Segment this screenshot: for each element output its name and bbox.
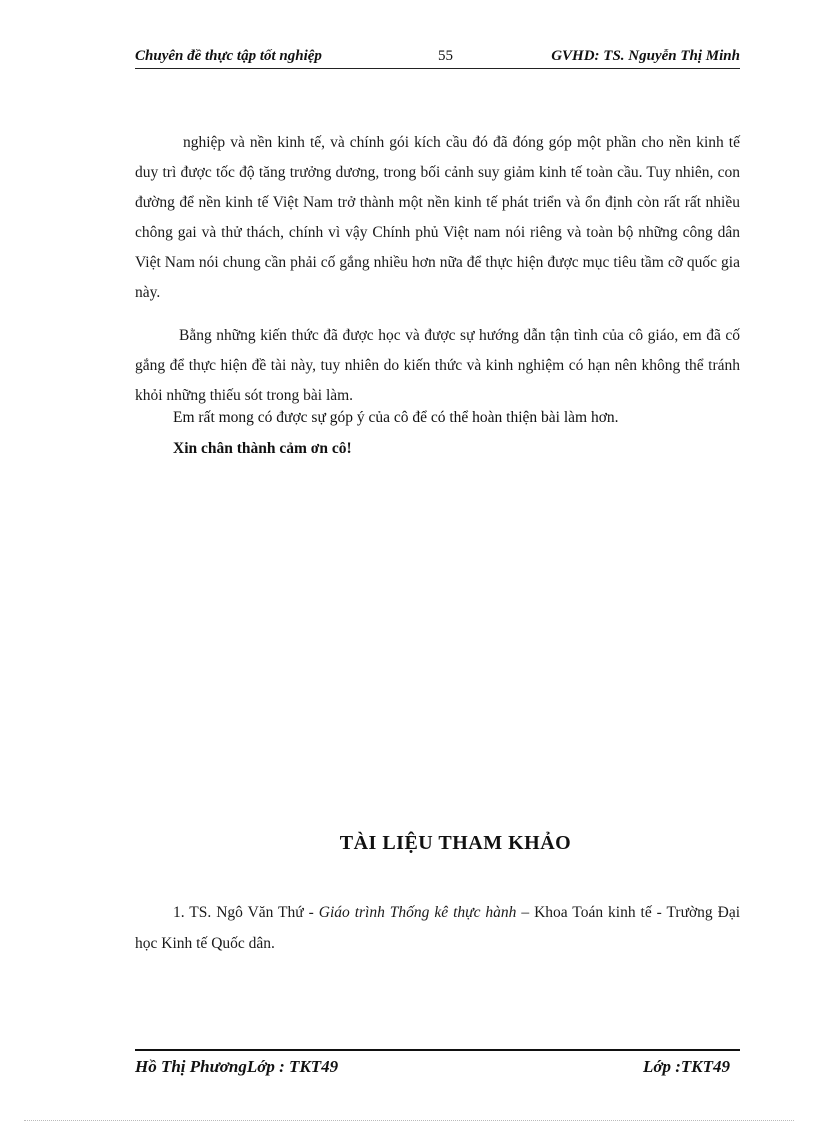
references-title: TÀI LIỆU THAM KHẢO <box>339 832 572 854</box>
body-paragraph-2: Bằng những kiến thức đã được học và được sự hướng dẫn tận tình của cô giáo, em đã cố gắng để thực hiện đề tài này, tuy nhiên do kiến thức và kinh nghiệm có hạn nên không thể tránh khỏi những thiếu sót trong bài làm. <box>135 327 740 404</box>
page-edge-divider <box>24 1120 794 1121</box>
reference-item <box>135 897 740 959</box>
body-paragraph-1: nghiệp và nền kinh tế, và chính gói kích cầu đó đã đóng góp một phần cho nền kinh tế duy trì được tốc độ tăng trưởng dương, trong bối cảnh suy giảm kinh tế toàn cầu. Tuy nhiên, con đường để nền kinh tế Việt Nam trở thành một nền kinh tế phát triển và ổn định còn rất rất nhiều chông gai và thử thách, chính vì vậy Chính phủ Việt nam nói riêng và toàn bộ những công dân Việt Nam nói chung cần phải cố gắng nhiều hơn nữa để thực hiện được mục tiêu tầm cỡ quốc gia này. <box>135 134 740 301</box>
page-footer <box>135 1049 740 1081</box>
reference-publisher: – Khoa Toán kinh tế - Trường Đại học Kinh tế Quốc dân. <box>135 904 741 952</box>
header-supervisor: GVHD: TS. Nguyễn Thị Minh <box>551 48 740 64</box>
footer-class: Lớp :TKT49 <box>642 1057 730 1076</box>
reference-author: 1. TS. Ngô Văn Thứ - <box>173 904 319 921</box>
closing-line: Xin chân thành cảm ơn cô! <box>173 440 352 457</box>
thanks-line: Em rất mong có được sự góp ý của cô để có thể hoàn thiện bài làm hơn. <box>173 409 619 426</box>
header-document-title: Chuyên đề thực tập tốt nghiệp <box>135 48 322 64</box>
page-header <box>135 44 740 69</box>
footer-author-class: Hồ Thị PhươngLớp : TKT49 <box>135 1057 339 1076</box>
header-page-number: 55 <box>438 48 453 64</box>
reference-book-title: Giáo trình Thống kê thực hành <box>318 904 517 921</box>
